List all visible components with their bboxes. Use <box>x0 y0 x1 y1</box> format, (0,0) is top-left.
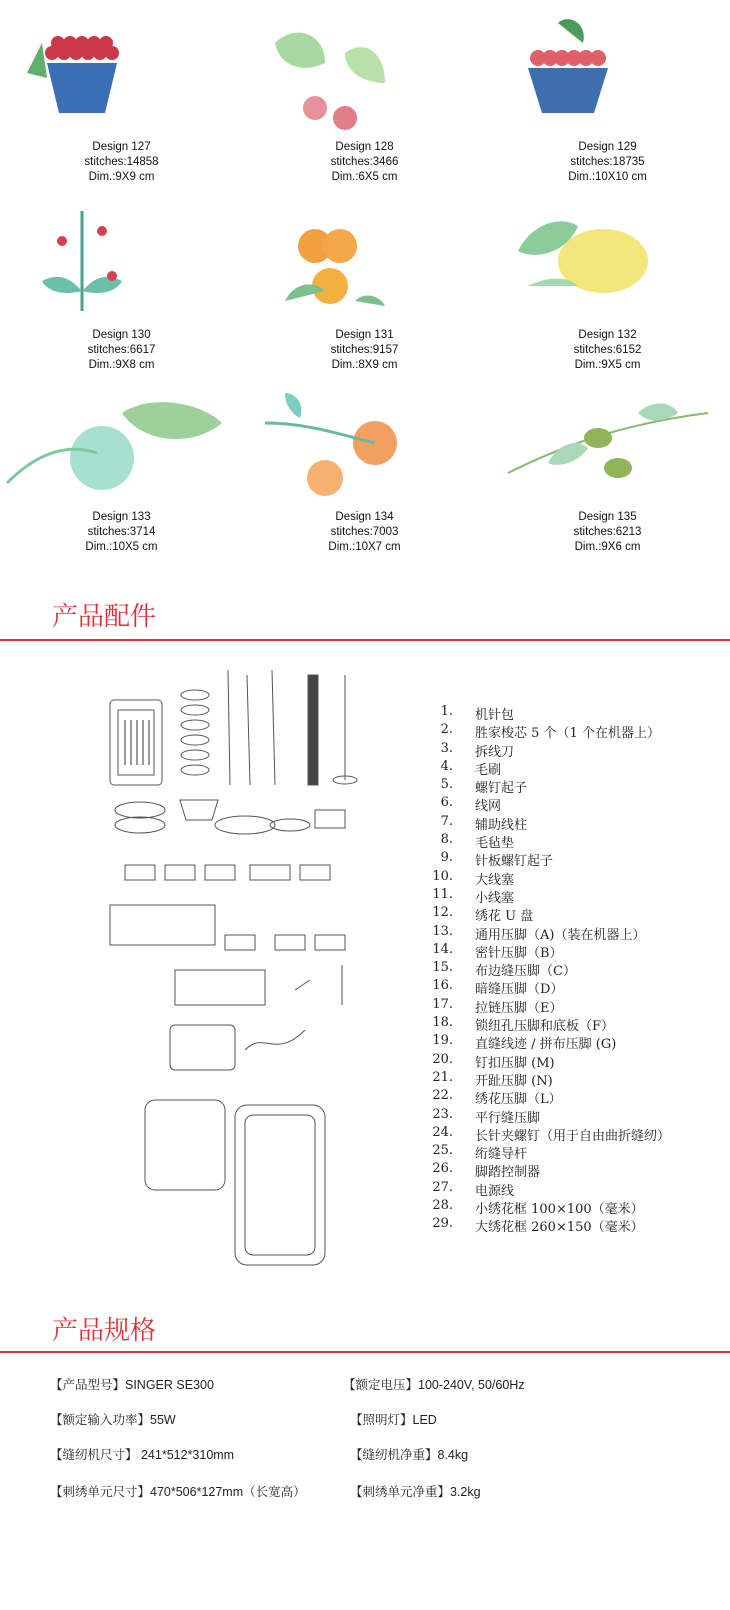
list-item <box>413 924 670 942</box>
design-stitches: stitches:3466 <box>330 156 399 168</box>
item-number: 26. <box>432 1161 453 1177</box>
design-card <box>486 370 729 555</box>
item-label: 拉链压脚（E） <box>475 1000 563 1016</box>
item-number: 6. <box>440 795 453 811</box>
item-number: 16. <box>432 978 453 994</box>
list-item <box>413 777 670 795</box>
apricots-embroidery-image <box>243 188 486 328</box>
item-label: 绣花 U 盘 <box>475 909 534 925</box>
design-name: Design 132 <box>578 329 637 341</box>
item-label: 毛刷 <box>475 762 502 778</box>
list-item <box>413 1216 670 1234</box>
design-stitches: stitches:6152 <box>573 344 642 356</box>
list-item <box>413 1015 670 1033</box>
design-card <box>243 0 486 185</box>
accessories-list <box>413 704 670 1235</box>
design-dimensions: Dim.:6X5 cm <box>331 171 398 183</box>
design-dimensions: Dim.:10X10 cm <box>568 171 647 183</box>
list-item <box>413 759 670 777</box>
design-dimensions: Dim.:10X7 cm <box>328 541 401 553</box>
design-dimensions: Dim.:8X9 cm <box>331 359 398 371</box>
item-label: 小绣花框 100×100（毫米） <box>475 1202 644 1218</box>
divider <box>0 639 730 641</box>
list-item <box>413 741 670 759</box>
item-number: 4. <box>440 758 453 774</box>
item-number: 18. <box>432 1015 453 1031</box>
accessories-diagram <box>100 650 395 1275</box>
design-name: Design 135 <box>578 511 637 523</box>
list-item <box>413 1198 670 1216</box>
design-name: Design 133 <box>92 511 151 523</box>
list-item <box>413 960 670 978</box>
item-number: 14. <box>432 941 453 957</box>
item-number: 22. <box>432 1088 453 1104</box>
item-label: 直缝线迹 / 拼布压脚 (G) <box>475 1037 617 1053</box>
list-item <box>413 1088 670 1106</box>
design-stitches: stitches:3714 <box>87 526 156 538</box>
design-dimensions: Dim.:9X9 cm <box>88 171 155 183</box>
spec-left: 【刺绣单元尺寸】470*506*127mm（长宽高） <box>50 1485 306 1499</box>
list-item <box>413 795 670 813</box>
spec-left: 【缝纫机尺寸】 241*512*310mm <box>50 1448 235 1462</box>
item-label: 通用压脚（A)（装在机器上） <box>475 927 646 943</box>
item-label: 电源线 <box>475 1183 515 1199</box>
item-label: 大绣花框 260×150（毫米） <box>475 1220 644 1236</box>
spec-right: 【缝纫机净重】8.4kg <box>350 1448 469 1462</box>
design-card <box>0 188 243 373</box>
item-label: 绣花压脚（L） <box>475 1092 562 1108</box>
spec-left: 【额定输入功率】55W <box>50 1413 176 1427</box>
item-label: 绗缝导杆 <box>475 1147 528 1163</box>
design-name: Design 127 <box>92 141 151 153</box>
list-item <box>413 997 670 1015</box>
item-number: 21. <box>432 1069 453 1085</box>
list-item <box>413 1161 670 1179</box>
list-item <box>413 942 670 960</box>
item-number: 12. <box>432 905 453 921</box>
item-label: 小线塞 <box>475 890 515 906</box>
list-item <box>413 1125 670 1143</box>
item-number: 5. <box>440 777 453 793</box>
item-number: 23. <box>432 1106 453 1122</box>
list-item <box>413 722 670 740</box>
list-item <box>413 850 670 868</box>
item-label: 针板螺钉起子 <box>475 854 554 870</box>
specs-title: 产品规格 <box>52 1316 157 1346</box>
design-card <box>486 0 729 185</box>
list-item <box>413 814 670 832</box>
design-stitches: stitches:7003 <box>330 526 399 538</box>
list-item <box>413 1052 670 1070</box>
list-item <box>413 905 670 923</box>
list-item <box>413 869 670 887</box>
item-number: 9. <box>440 850 453 866</box>
spec-right: 【照明灯】LED <box>350 1413 437 1427</box>
design-card <box>0 0 243 185</box>
item-number: 28. <box>432 1198 453 1214</box>
design-card <box>486 188 729 373</box>
item-number: 13. <box>432 923 453 939</box>
spec-left: 【产品型号】SINGER SE300 <box>50 1378 214 1392</box>
green-fruit-embroidery-image <box>0 370 243 510</box>
item-label: 大线塞 <box>475 872 515 888</box>
item-number: 17. <box>432 996 453 1012</box>
item-label: 辅助线柱 <box>475 817 528 833</box>
item-number: 3. <box>440 740 453 756</box>
list-item <box>413 704 670 722</box>
item-label: 胜家梭芯 5 个（1 个在机器上） <box>475 726 660 742</box>
design-name: Design 134 <box>335 511 394 523</box>
cherry-bowl-embroidery-image <box>0 0 243 140</box>
design-card <box>0 370 243 555</box>
divider <box>0 1351 730 1353</box>
list-item <box>413 832 670 850</box>
item-label: 机针包 <box>475 708 515 723</box>
olives-embroidery-image <box>486 370 729 510</box>
item-label: 锁纽孔压脚和底板（F） <box>475 1019 615 1035</box>
design-dimensions: Dim.:9X8 cm <box>88 359 155 371</box>
design-dimensions: Dim.:9X5 cm <box>574 359 641 371</box>
design-name: Design 129 <box>578 141 637 153</box>
design-stitches: stitches:18735 <box>570 156 645 168</box>
oranges-embroidery-image <box>243 370 486 510</box>
item-number: 11. <box>432 886 453 902</box>
strawberry-bowl-embroidery-image <box>486 0 729 140</box>
item-label: 暗缝压脚（D） <box>475 982 564 998</box>
design-stitches: stitches:6617 <box>87 344 156 356</box>
design-dimensions: Dim.:10X5 cm <box>85 541 158 553</box>
design-name: Design 130 <box>92 329 151 341</box>
design-name: Design 131 <box>335 329 394 341</box>
item-number: 8. <box>440 832 453 848</box>
item-number: 10. <box>432 868 453 884</box>
item-number: 2. <box>440 722 453 738</box>
design-stitches: stitches:9157 <box>330 344 399 356</box>
item-number: 15. <box>432 960 453 976</box>
item-label: 布边缝压脚（C） <box>475 964 576 980</box>
design-stitches: stitches:6213 <box>573 526 642 538</box>
design-card <box>243 370 486 555</box>
item-number: 20. <box>432 1051 453 1067</box>
item-number: 25. <box>432 1143 453 1159</box>
design-name: Design 128 <box>335 141 394 153</box>
spec-right: 【刺绣单元净重】3.2kg <box>350 1485 481 1499</box>
item-number: 19. <box>432 1033 453 1049</box>
item-label: 钉扣压脚 (M) <box>475 1055 555 1071</box>
item-number: 1. <box>440 704 453 719</box>
item-label: 毛毡垫 <box>475 836 515 852</box>
item-number: 24. <box>432 1124 453 1140</box>
item-label: 密针压脚（B） <box>475 945 563 961</box>
item-label: 开趾压脚 (N) <box>475 1073 553 1089</box>
accessories-title: 产品配件 <box>52 602 157 632</box>
list-item <box>413 1070 670 1088</box>
item-label: 螺钉起子 <box>475 781 528 797</box>
item-number: 29. <box>432 1216 453 1232</box>
item-label: 脚踏控制器 <box>475 1165 541 1181</box>
list-item <box>413 1033 670 1051</box>
design-stitches: stitches:14858 <box>84 156 159 168</box>
item-label: 线网 <box>475 799 502 815</box>
item-label: 长针夹螺钉（用于自由曲折缝纫） <box>475 1128 671 1144</box>
design-card <box>243 188 486 373</box>
list-item <box>413 1107 670 1125</box>
list-item <box>413 887 670 905</box>
spec-right: 【额定电压】100-240V, 50/60Hz <box>343 1378 525 1392</box>
item-label: 平行缝压脚 <box>475 1110 541 1126</box>
item-number: 7. <box>440 813 453 829</box>
list-item <box>413 978 670 996</box>
strawberry-plant-embroidery-image <box>0 188 243 328</box>
item-label: 拆线刀 <box>475 744 515 760</box>
item-number: 27. <box>432 1179 453 1195</box>
cherries-leaves-embroidery-image <box>243 0 486 140</box>
list-item <box>413 1180 670 1198</box>
lemon-embroidery-image <box>486 188 729 328</box>
list-item <box>413 1143 670 1161</box>
design-dimensions: Dim.:9X6 cm <box>574 541 641 553</box>
